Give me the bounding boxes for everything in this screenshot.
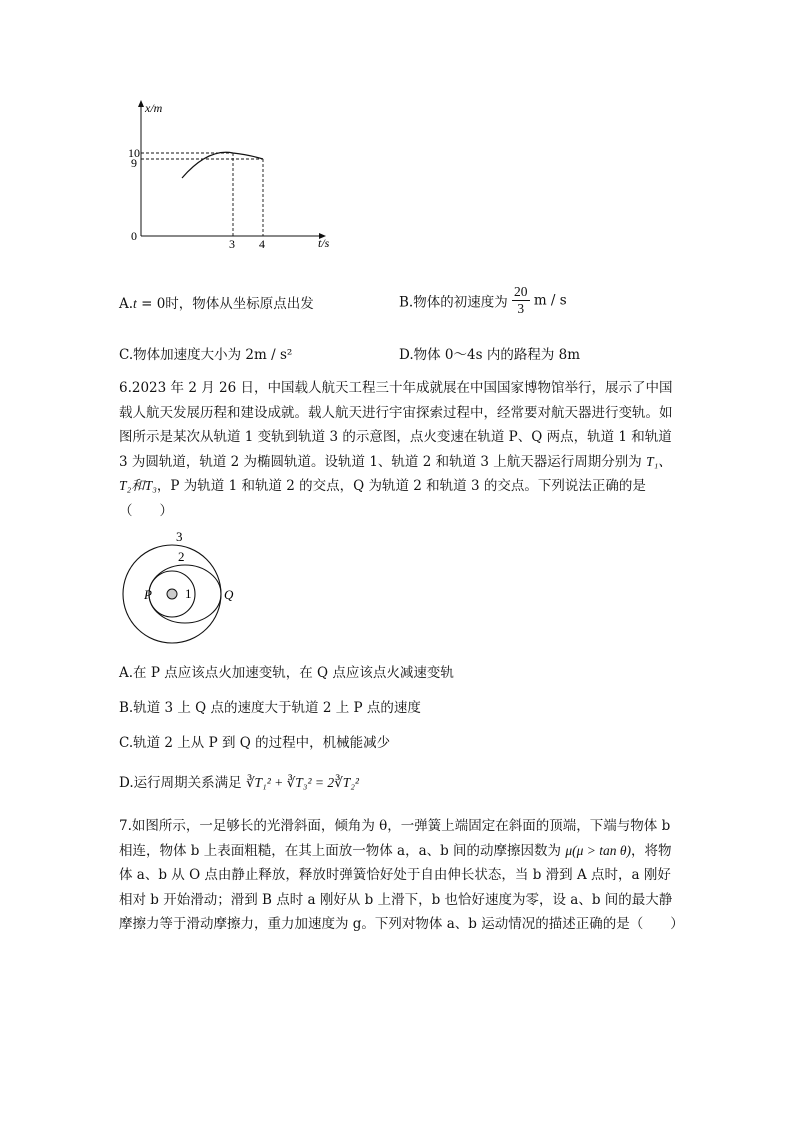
y-tick-9: 9: [131, 156, 137, 170]
xt-curve: [182, 152, 263, 178]
q5-option-a: A.t = 0时，物体从坐标原点出发: [119, 296, 314, 312]
xt-graph: [120, 92, 340, 252]
q6-option-b: B.轨道 3 上 Q 点的速度大于轨道 2 上 P 点的速度: [119, 700, 421, 716]
q6-option-c: C.轨道 2 上从 P 到 Q 的过程中，机械能减少: [119, 735, 391, 751]
q6-option-d: D.运行周期关系满足 ∛T₁² + ∛T₃² = 2∛T₂²: [119, 775, 359, 791]
y-tick-10: 10: [128, 146, 140, 160]
y-tick-0: 0: [131, 229, 137, 243]
label-orbit-1: 1: [185, 586, 192, 601]
x-axis-label: t/s: [318, 236, 330, 250]
y-axis-label: x/m: [145, 101, 163, 115]
q6-option-a: A.在 P 点应该点火加速变轨，在 Q 点应该点火减速变轨: [119, 665, 454, 681]
label-P: P: [144, 587, 152, 602]
b-fraction: $\frac{20}{3}$: [514, 284, 528, 316]
orbit-diagram: [118, 528, 248, 648]
q5-option-c: C.物体加速度大小为 2m / s²: [119, 347, 293, 363]
planet: [167, 589, 177, 599]
q6-stem: 6.2023 年 2 月 26 日，中国载人航天工程三十年成就展在中国国家博物馆举行，展示了中国载人航天发展历程和建设成就。载人航天进行宇宙探索过程中，经常要对航天器进行变轨。如图所示是某次从轨道 1 变轨到轨道 3 的示意图，点火变速在轨道 P、Q 两点，轨道 1 和轨道 3 为圆轨道，轨道 2 为椭圆轨道。设轨道 1、轨道 2 和轨道 3 上航天器运行周期分别为 T₁、T₂和T₃，P 为轨道 1 和轨道 2 的交点，Q 为轨道 2 和轨道 3 的交点。下列说法正确的是（ ）: [119, 380, 673, 519]
x-tick-4: 4: [259, 237, 265, 251]
label-Q: Q: [224, 587, 234, 602]
label-orbit-2: 2: [178, 549, 185, 564]
q7-stem: 7.如图所示，一足够长的光滑斜面，倾角为 θ，一弹簧上端固定在斜面的顶端，下端与物体 b 相连，物体 b 上表面粗糙，在其上面放一物体 a，a、b 间的动摩擦因数为 μ(μ > tan θ)，将物体 a、b 从 O 点由静止释放，释放时弹簧恰好处于自由伸长状态，当 b 滑到 A 点时，a 刚好相对 b 开始滑动；滑到 B 点时 a 刚好从 b 上滑下，b 也恰好速度为零，设 a、b 间的最大静摩擦力等于滑动摩擦力，重力加速度为 g。下列对物体 a、b 运动情况的描述正确的是（ ）: [119, 818, 684, 932]
x-tick-3: 3: [229, 237, 235, 251]
period-formula: ∛T₁² + ∛T₃² = 2∛T₂²: [245, 775, 359, 790]
y-axis-arrow: [138, 100, 144, 107]
q5-option-d: D.物体 0～4s 内的路程为 8m: [399, 347, 581, 363]
q5-option-b: B.物体的初速度为 $\frac{20}{3}$ m / s: [399, 284, 567, 316]
label-orbit-3: 3: [176, 529, 183, 544]
